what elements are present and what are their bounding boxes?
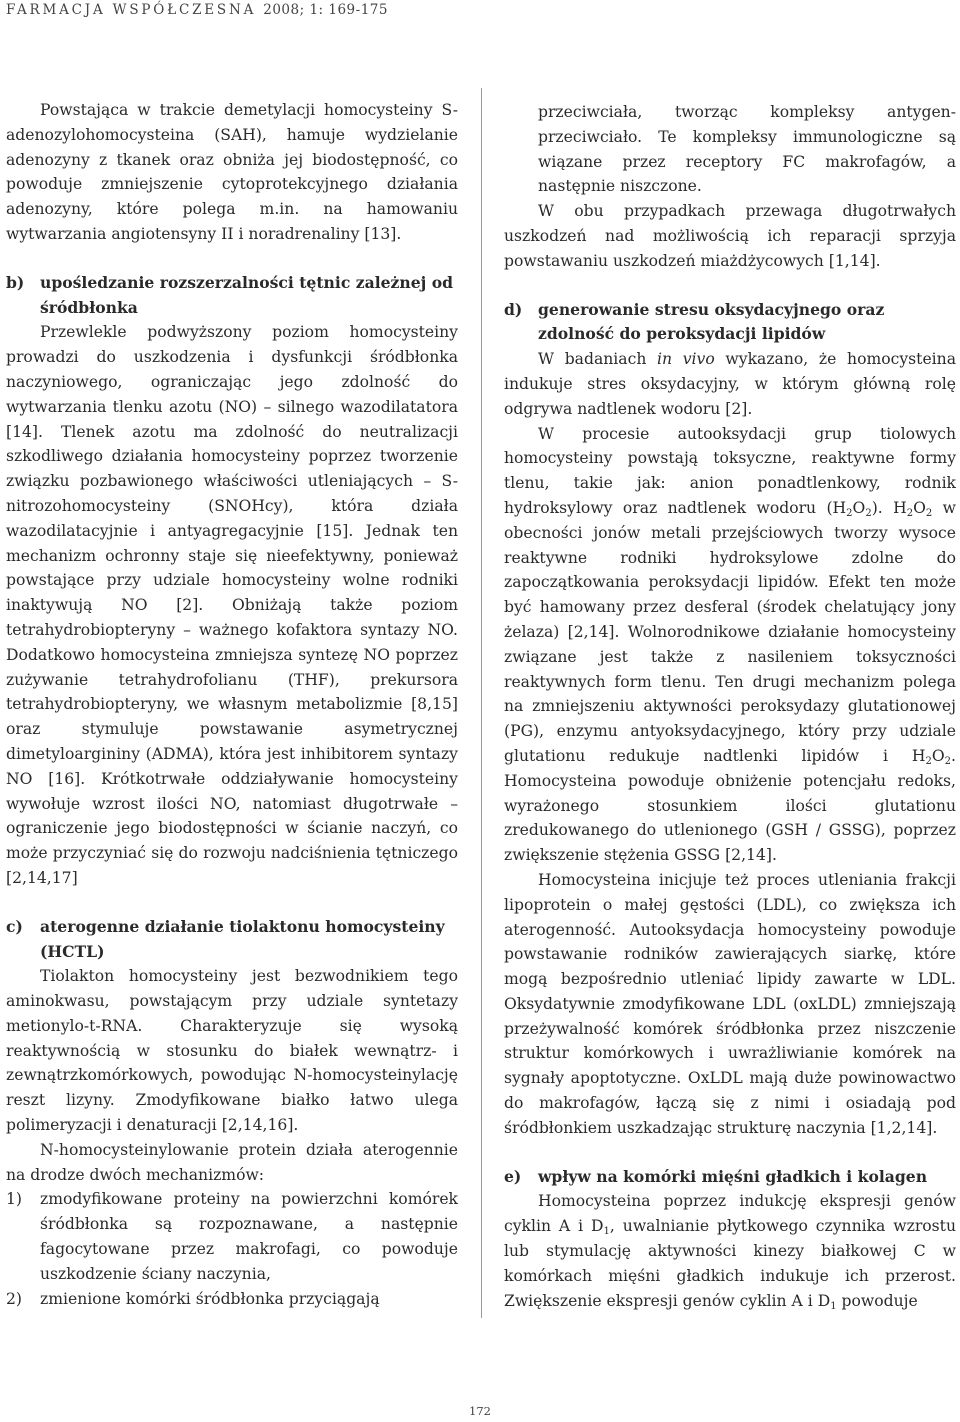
section-b-text: Przewlekle podwyższony poziom homocysteiny prowadzi do uszkodzenia i dysfunkcji śródbłonka naczyniowego, ograniczając jego zdolność do wytwarzania tlenku azotu (NO) – silnego wazodilatatora [14]. Tlenek azotu ma zdolność do neutralizacji szkodliwego działania homocysteiny poprzez tworzenie związku pozbawionego właściwości utleniających – S-nitrozohomocysteiny (SNOHcy), która działa wazodilatacyjnie i antyagregacyjnie [15]. Jednak ten mechanizm ochronny staje się nieefektywny, ponieważ powstające przy udziale homocysteiny wolne rodniki inaktywują NO [2]. Obniżają także poziom tetrahydrobiopteryny – ważnego kofaktora syntazy NO. Dodatkowo homocysteina zmniejsza syntezę NO poprzez zużywanie tetrahydrofolianu (THF), prekursora tetrahydrobiopteryny, we własnym metabolizmie [8,15] oraz stymuluje powstawanie asymetrycznej dimetyloargininy (ADMA), która jest inhibitorem syntazy NO [16]. Krótkotrwałe oddziaływanie homocysteiny wywołuje wzrost ilości NO, natomiast długotrwałe – ograniczenie jego biodostępności w ścianie naczyń, co może przyczyniać się do rozwoju nadciśnienia tętniczego [2,14,17] [6,323,458,887]
left-column [6,98,458,1311]
column-divider [481,88,482,1318]
continued-paragraph: W obu przypadkach przewaga długotrwałych uszkodzeń nad możliwością ich reparacji sprzyja powstawaniu uszkodzeń miażdżycowych [1,14]. [504,202,956,270]
intro-paragraph: Powstająca w trakcie demetylacji homocysteiny S-adenozylohomocysteina (SAH), hamuje wydzielanie adenozyny z tkanek oraz obniża jej biodostępność, co powoduje zmniejszenie cytoprotekcyjnego działania adenozyny, które polega m.in. na hamowaniu wytwarzania angiotensyny II i noradrenaliny [13]. [6,101,458,243]
section-d-letter: d) [504,299,523,319]
list-item [6,1187,458,1286]
list-item [6,1287,458,1312]
section-c-letter: c) [6,916,23,936]
journal-name: FARMACJA WSPÓŁCZESNA [6,2,257,18]
list-item-number: 2) [6,1289,23,1308]
section-c-title: aterogenne działanie tiolaktonu homocysteiny (HCTL) [40,916,445,961]
section-e-heading [504,1165,956,1190]
section-d-paragraph-3: Homocysteina inicjuje też proces utleniania frakcji lipoprotein o małej gęstości (LDL), co zwiększa ich aterogenność. Autooksydacja homocysteiny powoduje powstawanie rodników zawierających siarkę, które mogą bezpośrednio utleniać lipidy zawarte w LDL. Oksydatywnie zmodyfikowane LDL (oxLDL) zmniejszają przeżywalność komórek śródbłonka przez niszczenie struktur komórkowych i uwrażliwianie komórek na sygnały apoptotyczne. OxLDL mają duże powinowactwo do makrofagów, łączą się z nimi i osiadają pod śródbłonkiem uszkadzając strukturę naczynia [1,2,14]. [504,870,956,1137]
section-e-letter: e) [504,1166,522,1186]
section-c-heading [6,915,458,965]
list-item-number: 1) [6,1190,23,1209]
section-e-title: wpływ na komórki mięśni gładkich i kolagen [538,1166,928,1186]
section-e-paragraph-1: Homocysteina poprzez indukcję ekspresji genów cyklin A i $D_1$, uwalnianie płytkowego czynnika wzrostu lub stymulację aktywności kinezy białkowej C w komórkach mięśni gładkich indukuje ich przerost. Zwiększenie ekspresji genów cyklin A i $D_1$ powoduje [504,1192,956,1312]
continued-list-text: przeciwciała, tworząc kompleksy antygen-przeciwciało. Te kompleksy immunologiczne są wiązane przez receptory FC makrofagów, a następnie niszczone. [538,103,956,196]
right-column [504,100,956,1313]
section-d-paragraph-2: W procesie autooksydacji grup tiolowych homocysteiny powstają toksyczne, reaktywne formy tlenu, takie jak: anion ponadtlenkowy, rodnik hydroksylowy oraz nadtlenek wodoru $(H_2O_2)$. $H_2O_2$ w obecności jonów metali przejściowych tworzy wysoce reaktywne rodniki hydroksylowe zdolne do zapoczątkowania peroksydacji lipidów. Efekt ten może być hamowany przez desferal (środek chelatujący jony żelaza) [2,14]. Wolnorodnikowe działanie homocysteiny związane jest także z nasileniem toksyczności reaktywnych form tlenu. Ten drugi mechanizm polega na zmniejszeniu aktywności peroksydazy glutationowej (PG), enzymu antyoksydacyjnego, który przy udziale glutationu redukuje nadtlenki lipidów i $H_2O_2$. Homocysteina powoduje obniżenie potencjału redoks, wyrażonego stosunkiem ilości glutationu zredukowanego do utlenionego (GSH / GSSG), poprzez zwiększenie stężenia GSSG [2,14]. [504,424,956,865]
section-b-letter: b) [6,272,25,292]
journal-issue: 2008; 1: 169-175 [263,2,388,18]
section-b-heading [6,271,458,321]
page-number: 172 [469,1404,491,1418]
section-d-heading [504,298,956,348]
section-c-paragraph-2: N-homocysteinylowanie protein działa aterogennie na drodze dwóch mechanizmów: [6,1140,458,1184]
journal-header [6,2,388,18]
section-d-title: generowanie stresu oksydacyjnego oraz zdolność do peroksydacji lipidów [538,299,885,344]
section-b-title: upośledzanie rozszerzalności tętnic zależnej od śródbłonka [40,272,454,317]
list-item-text: zmodyfikowane proteiny na powierzchni komórek śródbłonka są rozpoznawane, a następnie fagocytowane przez makrofagi, co powoduje uszkodzenie ściany naczynia, [40,1190,458,1283]
section-c-text: Tiolakton homocysteiny jest bezwodnikiem tego aminokwasu, powstającym przy udziale syntetazy metionylo-t-RNA. Charakteryzuje się wysoką reaktywnością w stosunku do białek wewnątrz- i zewnątrzkomórkowych, powodując N-homocysteinylację reszt lizyny. Zmodyfikowane białko łatwo ulega polimeryzacji i denaturacji [2,14,16]. [6,967,458,1135]
in-vivo-italic: in vivo [657,350,715,369]
section-d-paragraph-1: W badaniach in vivo wykazano, że homocysteina indukuje stres oksydacyjny, w którym główną rolę odgrywa nadtlenek wodoru [2]. [504,350,956,418]
list-item-text: zmienione komórki śródbłonka przyciągają [40,1289,380,1308]
